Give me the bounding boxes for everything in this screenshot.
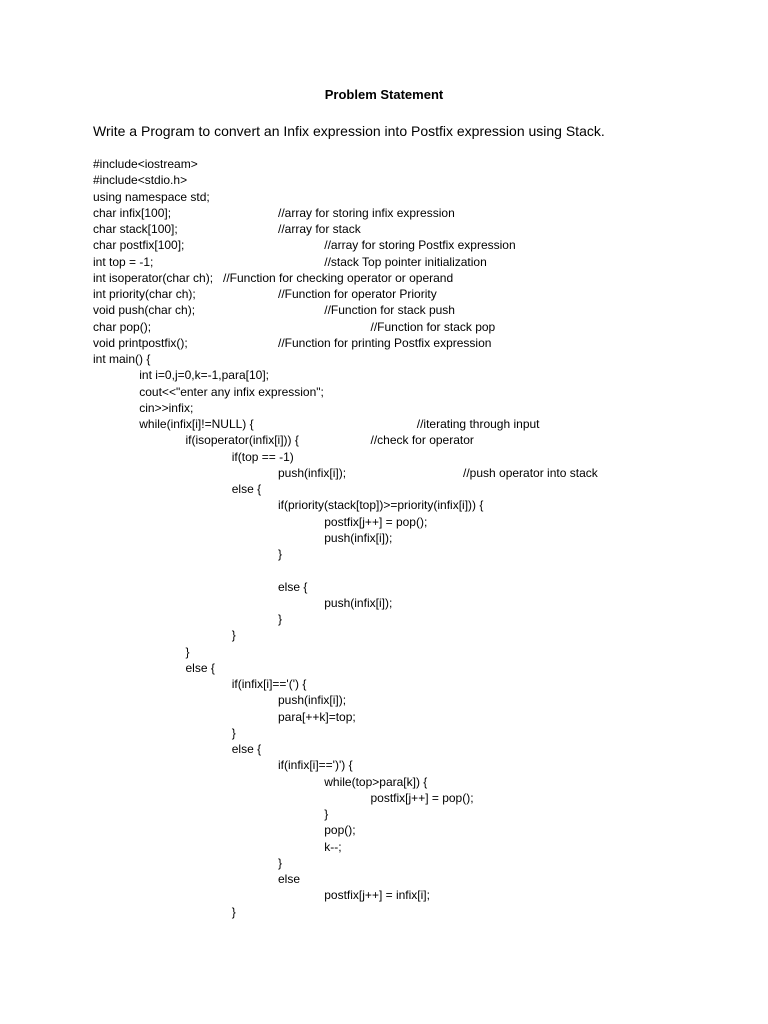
code-text: else: [278, 872, 301, 886]
code-line: [0, 887, 768, 903]
code-line: [0, 237, 768, 253]
code-comment: //push operator into stack: [463, 465, 598, 480]
code-line: [0, 335, 768, 351]
code-line: [0, 692, 768, 708]
code-line: [0, 302, 768, 318]
code-comment: //stack Top pointer initialization: [324, 254, 487, 269]
code-text: if(infix[i]==')') {: [278, 758, 353, 773]
code-line: [0, 205, 768, 221]
code-line: [0, 644, 768, 660]
code-text: using namespace std;: [93, 189, 210, 204]
code-line: [0, 871, 768, 887]
code-line: [0, 497, 768, 513]
code-text: int isoperator(char ch);: [93, 270, 214, 285]
code-text: pop();: [324, 823, 356, 838]
code-text: #include<iostream>: [93, 157, 198, 171]
code-line: [0, 822, 768, 838]
code-comment: //Function for stack pop: [370, 319, 496, 334]
code-line: [0, 611, 768, 627]
code-text: }: [324, 807, 329, 821]
code-text: }: [231, 628, 236, 643]
code-text: }: [278, 612, 283, 626]
code-line: [0, 270, 768, 286]
code-comment: //array for storing Postfix expression: [324, 238, 516, 253]
code-line: [0, 725, 768, 741]
code-line: [0, 660, 768, 676]
code-text: push(infix[i]);: [324, 530, 393, 545]
code-line: [0, 579, 768, 595]
code-text: postfix[j++] = pop();: [370, 790, 474, 805]
code-text: void printpostfix();: [93, 335, 188, 350]
code-line: [0, 367, 768, 383]
code-text: push(infix[i]);: [278, 693, 347, 708]
code-text: char stack[100];: [93, 222, 178, 236]
code-comment: //Function for checking operator or operand: [223, 270, 454, 285]
code-text: else {: [231, 482, 262, 496]
code-text: char infix[100];: [93, 205, 172, 220]
code-text: int i=0,j=0,k=-1,para[10];: [139, 368, 269, 383]
code-line: [0, 562, 768, 578]
code-line: [0, 221, 768, 237]
code-text: }: [278, 855, 283, 870]
code-line: [0, 449, 768, 465]
code-line: [0, 855, 768, 871]
code-text: while(top>para[k]) {: [324, 774, 428, 789]
code-line: [0, 546, 768, 562]
code-line: [0, 627, 768, 643]
code-line: [0, 595, 768, 611]
code-text: postfix[j++] = infix[i];: [324, 888, 430, 903]
code-line: [0, 384, 768, 400]
code-text: char pop();: [93, 319, 152, 334]
code-comment: //array for storing infix expression: [278, 205, 455, 220]
code-text: }: [185, 644, 190, 659]
code-text: }: [231, 904, 236, 919]
code-text: if(priority(stack[top])>=priority(infix[i])) {: [278, 498, 484, 513]
code-text: int priority(char ch);: [93, 287, 196, 301]
code-line: [0, 465, 768, 481]
code-line: [0, 319, 768, 335]
code-text: if(infix[i]=='(') {: [231, 677, 307, 691]
code-text: }: [278, 547, 283, 561]
page-title: Problem Statement: [324, 87, 444, 102]
code-line: [0, 172, 768, 188]
code-text: cout<<"enter any infix expression";: [139, 384, 324, 399]
code-line: [0, 400, 768, 416]
code-line: [0, 774, 768, 790]
code-text: k--;: [324, 839, 342, 854]
code-line: [0, 416, 768, 432]
code-line: [0, 189, 768, 205]
code-text: postfix[j++] = pop();: [324, 514, 428, 529]
code-comment: //check for operator: [370, 433, 474, 448]
code-text: push(infix[i]);: [324, 595, 393, 610]
code-line: [0, 432, 768, 448]
code-text: int top = -1;: [93, 254, 154, 269]
code-line: [0, 481, 768, 497]
code-line: [0, 904, 768, 920]
code-comment: //array for stack: [278, 222, 361, 236]
code-text: char postfix[100];: [93, 238, 185, 253]
code-text: else {: [231, 742, 262, 756]
code-text: int main() {: [93, 352, 151, 366]
code-line: [0, 790, 768, 806]
code-line: [0, 514, 768, 530]
code-line: [0, 806, 768, 822]
code-comment: //iterating through input: [416, 417, 540, 431]
code-line: [0, 156, 768, 172]
code-line: [0, 757, 768, 773]
code-text: else {: [278, 579, 308, 594]
code-text: if(isoperator(infix[i])) {: [185, 433, 299, 448]
code-text: void push(char ch);: [93, 303, 196, 318]
code-line: [0, 530, 768, 546]
code-text: #include<stdio.h>: [93, 173, 188, 188]
code-text: while(infix[i]!=NULL) {: [139, 417, 254, 431]
code-line: [0, 676, 768, 692]
code-line: [0, 254, 768, 270]
code-line: [0, 709, 768, 725]
code-comment: //Function for stack push: [324, 303, 455, 318]
code-line: [0, 351, 768, 367]
code-line: [0, 839, 768, 855]
problem-statement: Write a Program to convert an Infix expression into Postfix expression using Stack.: [93, 123, 605, 139]
code-text: }: [231, 725, 236, 740]
code-line: [0, 286, 768, 302]
code-comment: //Function for printing Postfix expression: [278, 335, 492, 350]
code-comment: //Function for operator Priority: [278, 287, 437, 301]
code-text: push(infix[i]);: [278, 465, 347, 480]
code-text: cin>>infix;: [139, 400, 194, 415]
code-text: if(top == -1): [231, 449, 294, 464]
code-text: para[++k]=top;: [278, 709, 356, 724]
code-text: else {: [185, 660, 215, 675]
code-line: [0, 741, 768, 757]
